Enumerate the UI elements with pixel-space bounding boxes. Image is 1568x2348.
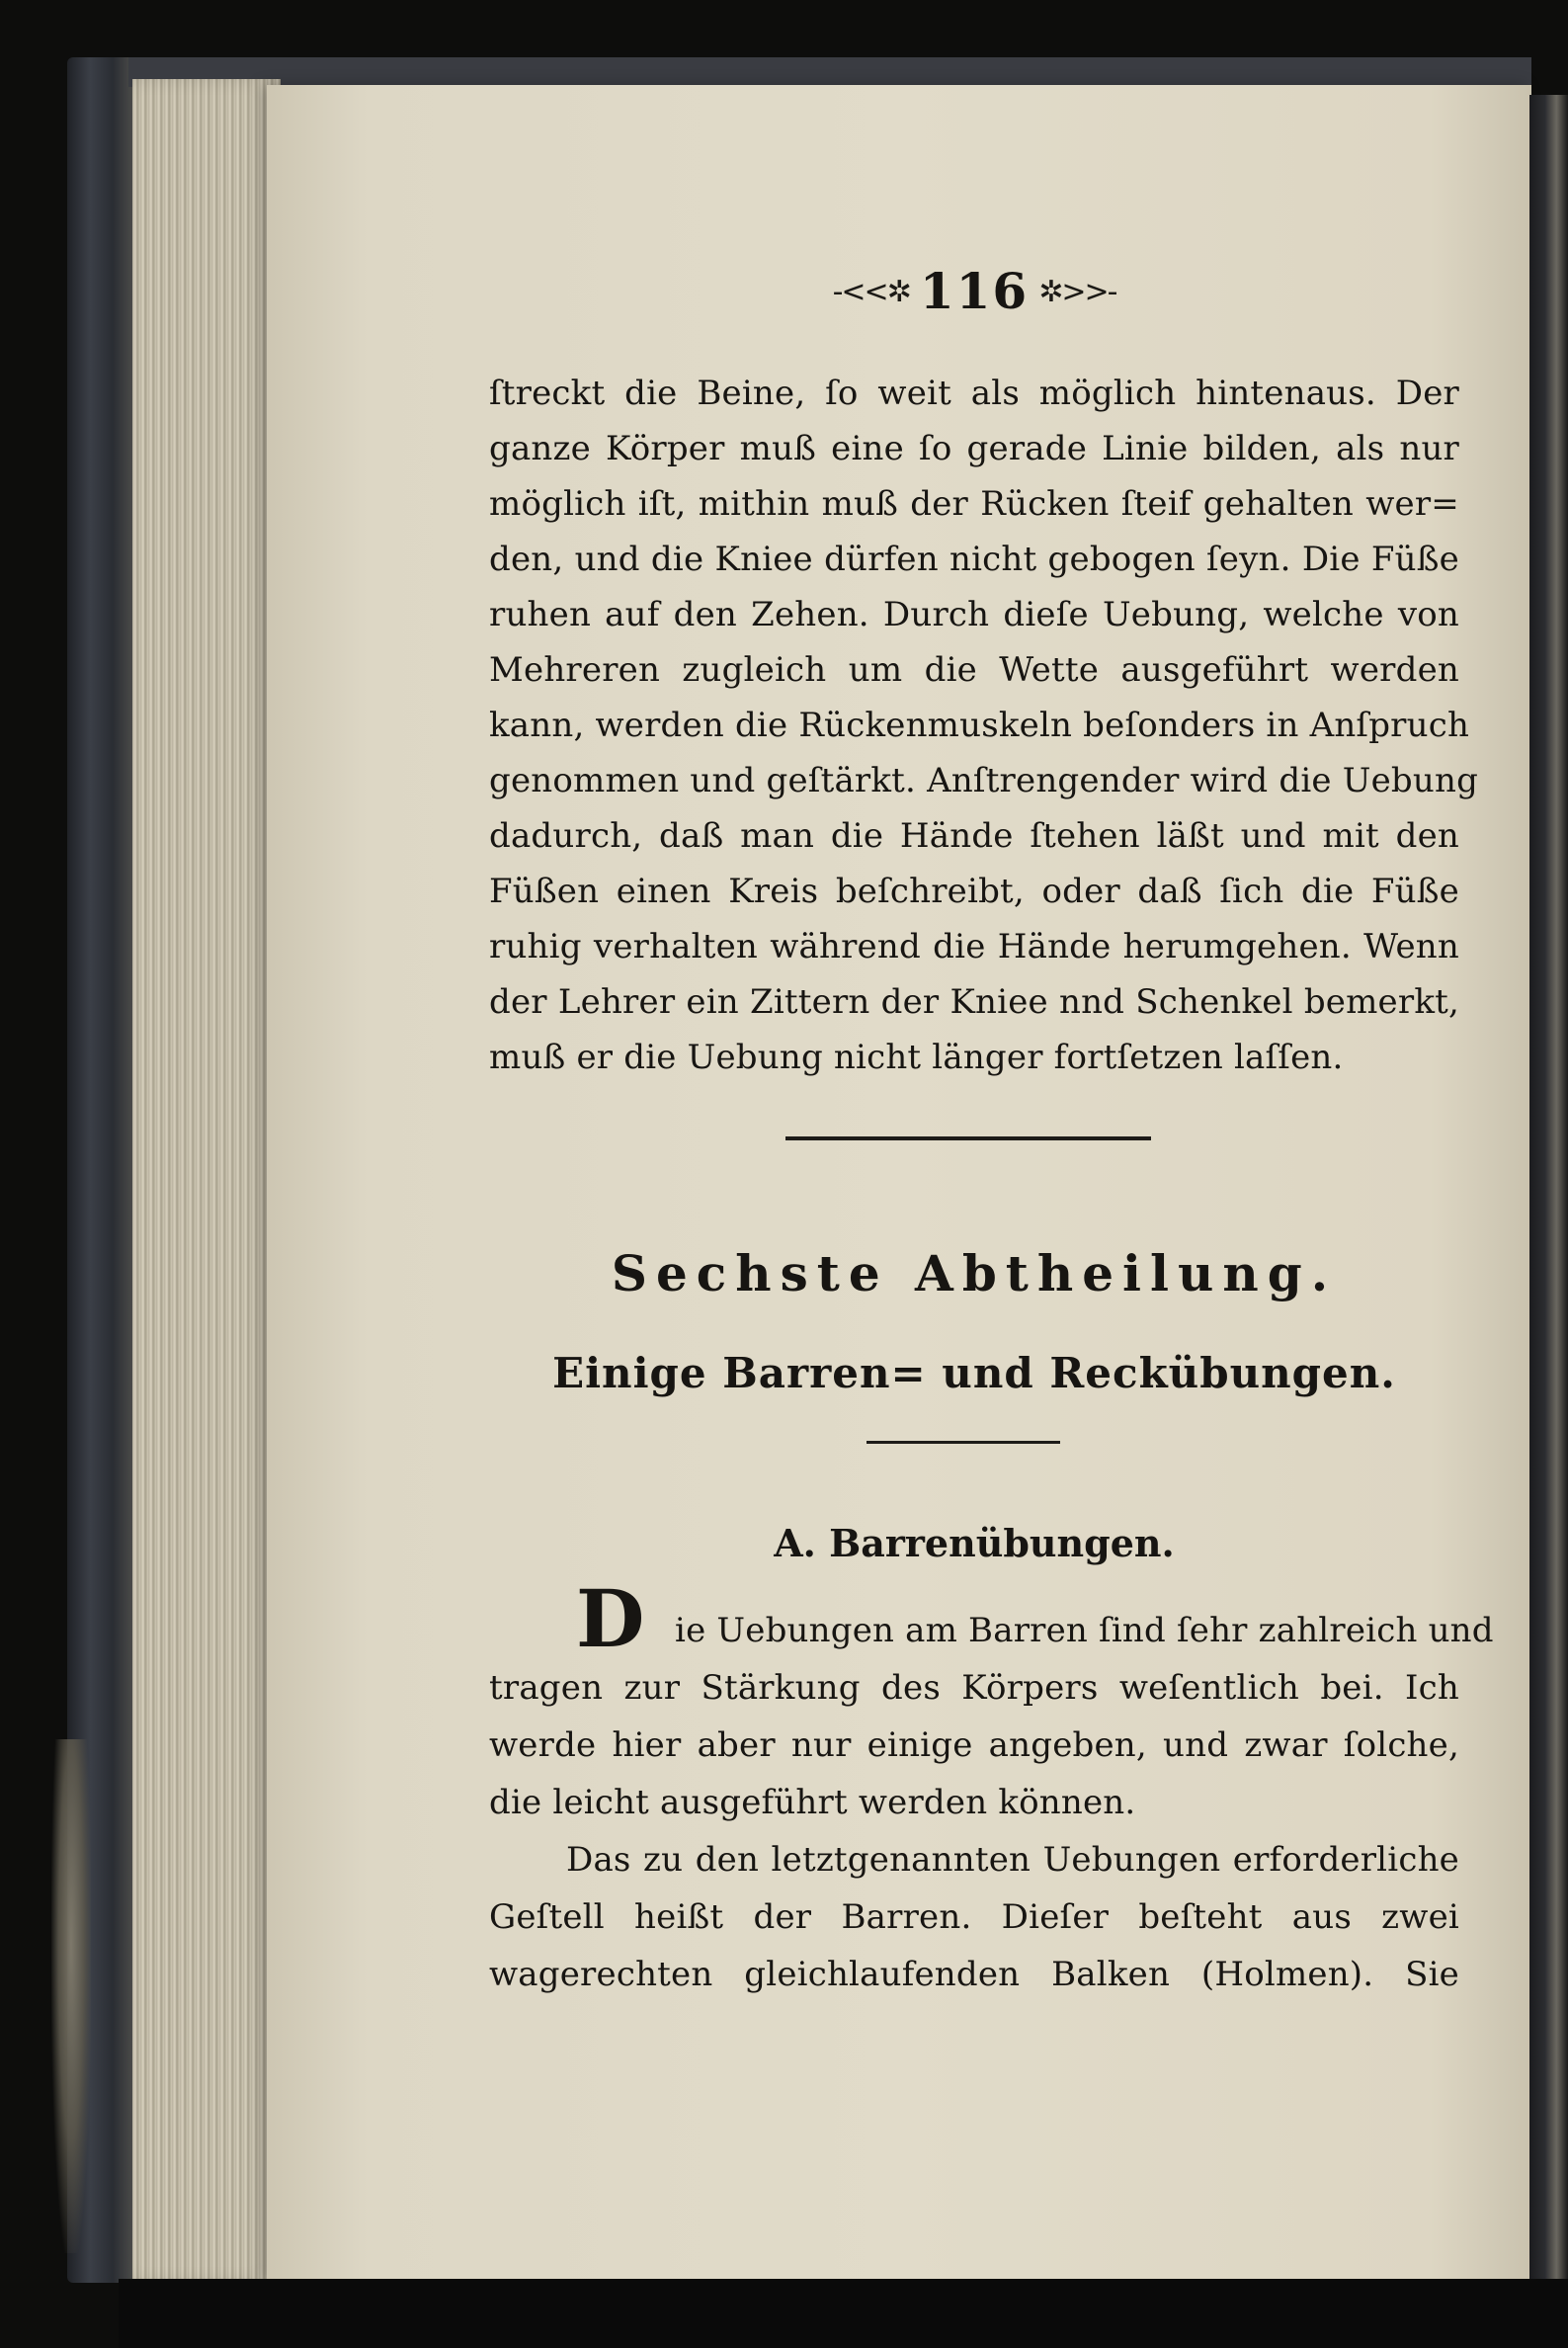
text-line: Füßen einen Kreis beſchreibt, oder daß ſich die Füße bbox=[489, 872, 1459, 911]
drop-cap-initial: D bbox=[576, 1572, 645, 1665]
sub-heading: A. Barrenübungen. bbox=[774, 1521, 1175, 1565]
running-header bbox=[489, 259, 1459, 324]
text-line: der Lehrer ein Zittern der Kniee nnd Schenkel bemerkt, bbox=[489, 982, 1459, 1022]
ornament-left-icon: -<<✲ bbox=[832, 274, 910, 309]
text-line: ruhig verhalten während die Hände herumgehen. Wenn bbox=[489, 927, 1459, 966]
page-content bbox=[489, 0, 1494, 2348]
text-line: werde hier aber nur einige angeben, und zwar ſolche, bbox=[489, 1725, 1459, 1765]
text-line: ie Uebungen am Barren ſind ſehr zahlreich und bbox=[675, 1611, 1494, 1650]
text-line: möglich iſt, mithin muß der Rücken ſteif gehalten wer= bbox=[489, 484, 1459, 524]
text-line: ruhen auf den Zehen. Durch dieſe Uebung, welche von bbox=[489, 595, 1459, 634]
text-line: Mehreren zugleich um die Wette ausgeführt werden bbox=[489, 650, 1459, 690]
ornament-right-icon: ✲>>- bbox=[1038, 274, 1116, 309]
text-line: ganze Körper muß eine ſo gerade Linie bilden, als nur bbox=[489, 429, 1459, 468]
text-line: kann, werden die Rückenmuskeln beſonders in Anſpruch bbox=[489, 706, 1470, 745]
text-line: genommen und geſtärkt. Anſtrengender wird die Uebung bbox=[489, 761, 1479, 800]
text-line: die leicht ausgeführt werden können. bbox=[489, 1783, 1136, 1822]
page-number: 116 bbox=[919, 262, 1030, 320]
text-line: muß er die Uebung nicht länger fortſetzen laſſen. bbox=[489, 1038, 1344, 1077]
text-line: Das zu den letztgenannten Uebungen erforderliche bbox=[566, 1840, 1459, 1880]
text-line: wagerechten gleichlaufenden Balken (Holmen). Sie bbox=[489, 1955, 1459, 1994]
page-edges-stack bbox=[132, 79, 281, 2283]
section-divider-rule bbox=[785, 1136, 1151, 1140]
text-line: dadurch, daß man die Hände ſtehen läßt und mit den bbox=[489, 816, 1459, 856]
text-line: ſtreckt die Beine, ſo weit als möglich hintenaus. Der bbox=[489, 374, 1459, 413]
subtitle-divider-rule bbox=[867, 1441, 1060, 1444]
cover-wear-mark bbox=[51, 1739, 91, 2253]
facing-page-edge bbox=[1529, 95, 1568, 2281]
section-title: Sechste Abtheilung. bbox=[611, 1244, 1338, 1302]
text-line: tragen zur Stärkung des Körpers weſentlich bei. Ich bbox=[489, 1668, 1459, 1708]
section-subtitle: Einige Barren= und Reckübungen. bbox=[552, 1349, 1396, 1397]
text-line: Geſtell heißt der Barren. Dieſer beſteht aus zwei bbox=[489, 1897, 1459, 1937]
text-line: den, und die Kniee dürfen nicht gebogen ſeyn. Die Füße bbox=[489, 540, 1459, 579]
